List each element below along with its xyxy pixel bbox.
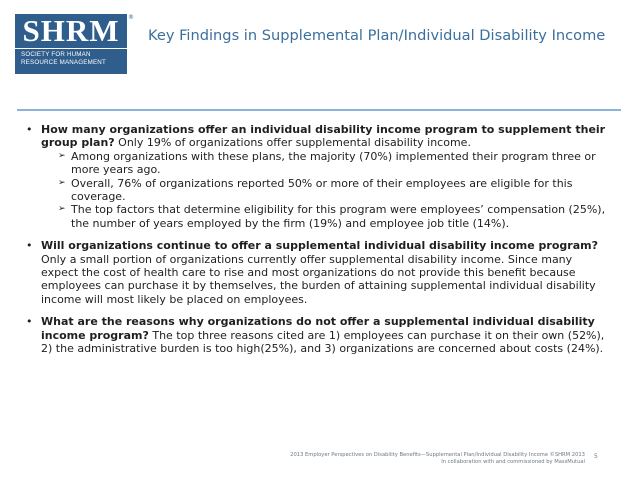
subbullet-arrow-icon: ➢	[58, 204, 66, 215]
subbullet-arrow-icon: ➢	[58, 177, 66, 188]
subpoint-text: Among organizations with these plans, the majority (70%) implemented their program three or more years ago.	[71, 149, 596, 177]
registered-mark: ®	[128, 14, 134, 21]
slide-content	[26, 123, 612, 365]
finding-text-2	[41, 239, 612, 306]
subbullet-arrow-icon: ➢	[58, 150, 66, 161]
subpoint-1-2	[41, 177, 612, 204]
finding-answer-1: Only 19% of organizations offer supplemental disability income.	[114, 136, 471, 150]
logo-subtitle	[15, 49, 127, 74]
finding-bullet-3	[26, 315, 612, 355]
subpoint-1-1	[41, 150, 612, 177]
page-number: 5	[594, 453, 598, 460]
logo-subtitle-line-1: SOCIETY FOR HUMAN	[21, 51, 91, 58]
bullet-marker: •	[26, 123, 33, 136]
finding-text-3	[41, 315, 612, 355]
subpoint-1-3	[41, 203, 612, 230]
subpoint-text: The top factors that determine eligibility for this program were employees’ compensation (25%), the number of years employed by the firm (19%) and employee job title (14%).	[71, 203, 606, 230]
footer-line-2: In collaboration with and commissioned by MassMutual	[441, 459, 585, 465]
header-divider	[17, 109, 621, 111]
finding-bullet-1	[26, 123, 612, 230]
subpoint-text: Overall, 76% of organizations reported 50% or more of their employees are eligible for this coverage.	[71, 176, 573, 204]
logo-subtitle-line-2: RESOURCE MANAGEMENT	[21, 58, 106, 66]
finding-answer-2: Only a small portion of organizations currently offer supplemental disability income. Since many expect the cost of health care to rise and most organizations do not provide this benefit because employees can purchase it by themselves, the burden of attaining supplemental individual disability income will most likely be placed on employees.	[41, 252, 596, 306]
finding-question-3: What are the reasons why organizations do not offer a supplemental individual disability income program?	[41, 315, 595, 342]
finding-question-1: How many organizations offer an individual disability income program to supplement their group plan?	[41, 123, 606, 150]
bullet-marker: •	[26, 239, 33, 253]
shrm-logo	[15, 13, 134, 74]
slide-footer	[240, 452, 585, 466]
finding-answer-3: The top three reasons cited are 1) employees can purchase it on their own (52%), 2) the administrative burden is too high(25%), and 3) organizations are concerned about costs (24%).	[41, 328, 605, 356]
footer-line-1: 2013 Employer Perspectives on Disability Benefits—Supplemental Plan/Individual Disability Income ©SHRM 2013	[290, 452, 585, 458]
slide-title: Key Findings in Supplemental Plan/Individual Disability Income	[148, 27, 606, 44]
finding-bullet-2	[26, 239, 612, 306]
finding-question-2: Will organizations continue to offer a supplemental individual disability income program?	[41, 239, 598, 253]
finding-text-1	[41, 123, 612, 150]
logo-mark: SHRM	[15, 14, 127, 48]
bullet-marker: •	[26, 315, 33, 329]
